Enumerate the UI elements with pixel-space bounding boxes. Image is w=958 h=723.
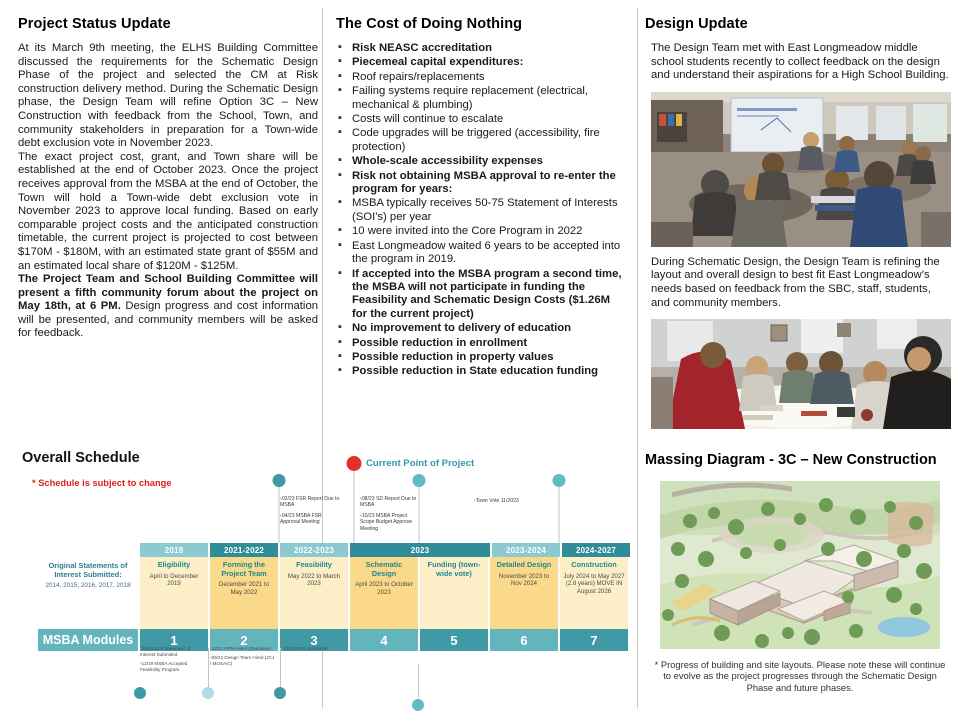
schedule-phase-row (38, 557, 624, 629)
milestone-line: ▪ 08/23 SD Report Due to MSBA (360, 496, 422, 509)
project-status-paragraph-2: The exact project cost, grant, and Town share will be established at the end of October 2023. Once the project receives approval from the MSBA at the end of October, the Town will hold a Town-wide debt exclusion vote in November 2023 to approve local funding. Based on early comparable project costs and the anticipated construction timetable, the current project is projected to cost between $170M - $180M, with an estimated state grant of $55M and an estimated local share of $120M - $125M. (18, 150, 318, 272)
design-update-heading: Design Update (645, 16, 748, 32)
current-point-label: Current Point of Project (366, 458, 475, 469)
schedule-phase-title: Construction (571, 560, 617, 569)
schedule-year-header: 2021-2022 (208, 543, 278, 557)
project-status-paragraph-3 (18, 273, 318, 341)
msba-module-number: 7 (558, 629, 628, 651)
cost-bullet-item: ▪ Risk NEASC accreditation (336, 42, 628, 55)
milestone-line: ▪ 10/23 MSBA Project Scope Budget Approve Meeting (360, 513, 422, 532)
cost-bullet-item: ▪ Risk not obtaining MSBA approval to re-enter the program for years: (336, 170, 628, 197)
cost-bullet-item: ▪ Whole-scale accessibility expenses (336, 155, 628, 168)
schedule-phase-cell (488, 557, 558, 629)
project-status-body (18, 42, 318, 341)
classroom-photo (651, 92, 951, 247)
schedule-phase-cell (418, 557, 488, 629)
milestone-text-1 (280, 496, 342, 530)
footnote-line: ▪ 03/23 FSR Submitted (282, 646, 348, 652)
cost-bullet-item: ▪ If accepted into the MSBA program a second time, the MSBA will not participate in funding the Feasibility and Schematic Design Costs ($1.26M for the current project) (336, 268, 628, 322)
original-soi-years: 2014, 2015, 2016, 2017, 2018 (45, 582, 131, 589)
schedule-phase-title: Detailed Design (496, 560, 552, 569)
schedule-footnote-3 (282, 646, 348, 655)
original-soi-label: Original Statements of Interest Submitted: (48, 561, 128, 579)
schedule-phase-dates: December 2021 to May 2022 (218, 581, 270, 596)
original-soi-cell (38, 557, 138, 629)
cost-bullet-item: ▪ Roof repairs/replacements (336, 71, 628, 84)
schedule-phase-title: Funding (town-wide vote) (427, 560, 481, 578)
msba-modules-label-cell (38, 629, 138, 651)
schedule-phase-cell (208, 557, 278, 629)
milestone-line: ▪ 02/23 FSR Report Due to MSBA (280, 496, 342, 509)
cost-bullet-item: ▪ 10 were invited into the Core Program in 2022 (336, 225, 628, 238)
massing-caption: * Progress of building and site layouts. Please note these will continue to evolve as the project progresses through the Schematic Design Phase and future phases. (654, 659, 946, 693)
cost-bullet-item: ▪ Costs will continue to escalate (336, 113, 628, 126)
cost-bullet-item: ▪ Code upgrades will be triggered (accessibility, fire protection) (336, 127, 628, 154)
msba-module-number: 6 (488, 629, 558, 651)
design-update-paragraph-1: The Design Team met with East Longmeadow middle school students recently to collect feedback on the design and understand their aspirations for a High School Building. (651, 42, 949, 82)
footnote-stem-3 (280, 648, 281, 690)
msba-module-number: 4 (348, 629, 418, 651)
cost-bullet-item: ▪ Possible reduction in State education funding (336, 365, 628, 378)
project-status-heading: Project Status Update (18, 16, 171, 32)
cost-bullet-item: ▪ East Longmeadow waited 6 years to be accepted into the program in 2019. (336, 240, 628, 267)
msba-module-number: 3 (278, 629, 348, 651)
header-spacer (38, 543, 138, 557)
milestone-text-2 (360, 496, 422, 536)
schedule-footnote-1 (140, 646, 206, 676)
schedule-phase-dates: April 2023 to October 2023 (355, 581, 413, 596)
schedule-year-header: 2023 (348, 543, 490, 557)
footnote-line: ▪ 04/19 ELS Statement of Interest Submitted (140, 646, 206, 658)
schedule-phase-cell (558, 557, 628, 629)
schedule-phase-dates: July 2024 to May 2027 (2.8 years) MOVE IN August 2026 (563, 572, 625, 595)
cost-bullet-list (336, 42, 628, 379)
forum-announcement-rest: Design progress and cost information will be presented, and community members will be asked for feedback. (18, 300, 319, 340)
design-update-paragraph-2: During Schematic Design, the Design Team is refining the layout and overall design to best fit East Longmeadow’s needs based on feedback from the SBC, staff, students, and community members. (651, 255, 940, 309)
massing-rendering (652, 475, 948, 655)
milestone-pin-3 (552, 474, 566, 554)
schedule-phase-cell (348, 557, 418, 629)
cost-bullet-item: ▪ No improvement to delivery of education (336, 322, 628, 335)
cost-bullet-item: ▪ MSBA typically receives 50-75 Statement of Interests (SOI's) per year (336, 197, 628, 224)
msba-module-number: 2 (208, 629, 278, 651)
design-update-column (645, 16, 950, 429)
footnote-line: ▪ 05/22 Design Team Hired (JCJ / MOSAIC) (210, 655, 276, 667)
column-divider-2 (637, 8, 638, 708)
timeline-dot-4 (412, 699, 424, 711)
project-status-paragraph-1: At its March 9th meeting, the ELHS Building Committee discussed the requirements for the Schematic Design Phase of the project and selected the CM at Risk construction delivery method. During the Schematic Design phase, the Design Team will refine Option 3C – New Construction with feedback from the School, Town, and community stakeholders in preparation for a Town-wide debt exclusion vote in November 2023. (18, 42, 318, 150)
msba-modules-label: MSBA Modules (38, 629, 138, 651)
schedule-phase-dates: April to December 2019 (149, 572, 199, 588)
footnote-line: ▪ 12/21 OPM Hired (Daedalus) (210, 646, 276, 652)
schedule-year-header: 2023-2024 (490, 543, 560, 557)
schedule-phase-title: Forming the Project Team (221, 560, 267, 578)
milestone-text-3 (474, 498, 532, 508)
schedule-phase-dates: May 2022 to March 2023 (287, 572, 341, 588)
schedule-table (38, 543, 624, 651)
footnote-line: ▪ 12/19 MSBA Accepted Feasibility Program (140, 661, 206, 673)
schedule-phase-cell (278, 557, 348, 629)
footnote-stem-2 (208, 648, 209, 690)
cost-bullet-item: ▪ Possible reduction in property values (336, 351, 628, 364)
cost-heading: The Cost of Doing Nothing (336, 16, 523, 32)
schedule-phase-title: Schematic Design (365, 560, 403, 578)
schedule-year-header: 2024-2027 (560, 543, 630, 557)
timeline-dot-2 (202, 687, 214, 699)
schedule-phase-title: Feasibility (296, 560, 332, 569)
project-status-column (18, 16, 318, 341)
milestone-line: ▪ Town Vote 11/2023 (474, 498, 532, 504)
schedule-phase-cell (138, 557, 208, 629)
footnote-stem-4 (418, 664, 419, 698)
schedule-year-header: 2019 (138, 543, 208, 557)
timeline-dot-3 (274, 687, 286, 699)
forum-announcement-bold: The Project Team and School Building Committee will present a fifth community forum about the project on May 18th, at 6 PM. (18, 273, 318, 313)
schedule-phase-title: Eligibility (157, 560, 191, 569)
schedule-heading: Overall Schedule (22, 450, 140, 466)
massing-diagram-heading: Massing Diagram - 3C – New Construction (645, 452, 937, 468)
cost-bullet-item: ▪ Failing systems require replacement (electrical, mechanical & plumbing) (336, 85, 628, 112)
msba-module-number: 1 (138, 629, 208, 651)
timeline-dot-1 (134, 687, 146, 699)
schedule-disclaimer: * Schedule is subject to change (32, 478, 172, 488)
msba-module-number: 5 (418, 629, 488, 651)
schedule-year-header: 2022-2023 (278, 543, 348, 557)
schedule-footnote-2 (210, 646, 276, 670)
workshop-photo (651, 319, 951, 429)
cost-bullet-item: ▪ Piecemeal capital expenditures: (336, 56, 628, 69)
schedule-phase-dates: November 2023 to Nov 2024 (498, 572, 550, 588)
milestone-line: ▪ 04/23 MSBA FSR Approval Meeting (280, 513, 342, 526)
cost-bullet-item: ▪ Possible reduction in enrollment (336, 337, 628, 350)
cost-of-doing-nothing-column (336, 16, 628, 380)
schedule-year-header-row (38, 543, 624, 557)
